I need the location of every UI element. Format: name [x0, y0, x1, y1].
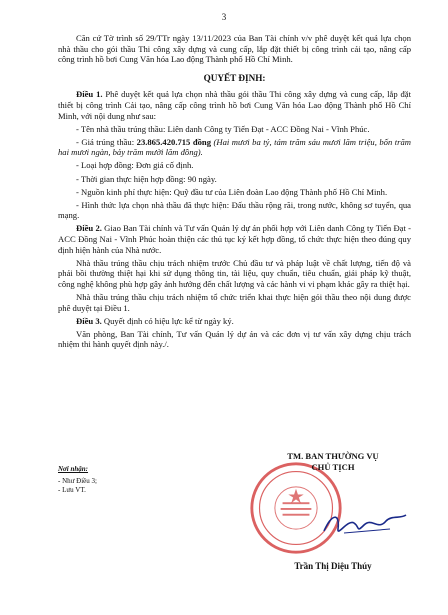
recipients-title: Nơi nhận:: [58, 465, 89, 473]
article-3: [58, 316, 411, 327]
article-3-label: Điều 3.: [76, 315, 102, 326]
signature-block: [228, 451, 438, 571]
official-seal-icon: [248, 460, 344, 556]
page-number: 3: [221, 12, 227, 22]
price-value: 23.865.420.715 đồng: [136, 136, 212, 147]
intro-paragraph: Căn cứ Tờ trình số 29/TTr ngày 13/11/2023 của Ban Tài chính v/v phê duyệt kết quả lựa chọn nhà thầu cho gói thầu Thi công xây dựng và cung cấp, lắp đặt thiết bị công trình cải tạo, nâng cấp công trình hồ bơi Cung Văn hóa Lao động Thành phố Hồ Chí Minh.: [58, 33, 411, 65]
price-words: (Hai mươi ba tỷ, tám trăm sáu mươi lăm triệu, bốn trăm hai mươi ngàn, bảy trăm mười lăm đồng).: [58, 136, 412, 158]
selection-line: - Hình thức lựa chọn nhà thầu đã thực hiện: Đấu thầu rộng rãi, trong nước, không sơ tuyển, qua mạng.: [58, 199, 411, 221]
contract-type-line: - Loại hợp đồng: Đơn giá cố định.: [76, 160, 194, 171]
article-2: [58, 223, 411, 255]
article-1-text: Phê duyệt kết quả lựa chọn nhà thầu gói thầu Thi công xây dựng và cung cấp, lắp đặt thiết bị công trình Cải tạo, nâng cấp công trình hồ bơi Cung Văn hóa Lao động Thành phố Hồ Chí Minh, với nội dung như sau:: [58, 89, 411, 121]
article-1: [58, 89, 411, 121]
signature-title-line-2: CHỦ TỊCH: [311, 461, 355, 472]
article-2-para-2: Nhà thầu trúng thầu chịu trách nhiệm trước Chủ đầu tư và pháp luật về chất lượng, tiến độ và phải bồi thường thiệt hại khi sử dụng thông tin, tài liệu, quy chuẩn, tiêu chuẩn, giải pháp kỹ thuật, công nghệ không phù hợp gây ảnh hưởng đến chất lượng và các hành vi vi phạm khác gây ra thiệt hại.: [58, 257, 411, 289]
article-3-text: Quyết định có hiệu lực kể từ ngày ký.: [101, 315, 234, 326]
document-body: [58, 33, 411, 352]
article-2-text: Giao Ban Tài chính và Tư vấn Quản lý dự án phối hợp với Liên danh Công ty Tiến Đạt - ACC Đồng Nai - Vĩnh Phúc hoàn thiện các thủ tục ký kết hợp đồng, tổ chức thực hiện theo đúng quy định hiện hành của Nhà nước.: [58, 223, 412, 255]
contractor-line: - Tên nhà thầu trúng thầu: Liên danh Công ty Tiến Đạt - ACC Đồng Nai - Vĩnh Phúc.: [76, 123, 370, 134]
article-1-label: Điều 1.: [76, 89, 103, 100]
handwritten-signature-icon: [320, 509, 410, 539]
signer-name: Trần Thị Diệu Thúy: [294, 561, 372, 571]
recipient-item: - Lưu VT.: [58, 486, 86, 494]
duration-line: - Thời gian thực hiện hợp đồng: 90 ngày.: [76, 173, 217, 184]
signature-title-line-1: TM. BAN THƯỜNG VỤ: [287, 451, 379, 461]
decision-heading: QUYẾT ĐỊNH:: [203, 72, 266, 83]
recipient-item: - Như Điều 3;: [58, 477, 97, 485]
article-3-para-2: Văn phòng, Ban Tài chính, Tư vấn Quản lý dự án và các đơn vị tư vấn xây dựng chịu trách nhiệm thi hành quyết định này./.: [58, 328, 411, 350]
price-prefix: - Giá trúng thầu:: [76, 136, 137, 147]
article-2-para-3: Nhà thầu trúng thầu chịu trách nhiệm tổ chức triển khai thực hiện gói thầu theo nội dung được phê duyệt tại Điều 1.: [58, 291, 411, 313]
article-2-label: Điều 2.: [76, 223, 102, 234]
recipients-block: [58, 465, 208, 495]
funding-line: - Nguồn kinh phí thực hiện: Quỹ đầu tư của Liên đoàn Lao động Thành phố Hồ Chí Minh.: [76, 186, 388, 197]
price-line: [58, 137, 411, 158]
